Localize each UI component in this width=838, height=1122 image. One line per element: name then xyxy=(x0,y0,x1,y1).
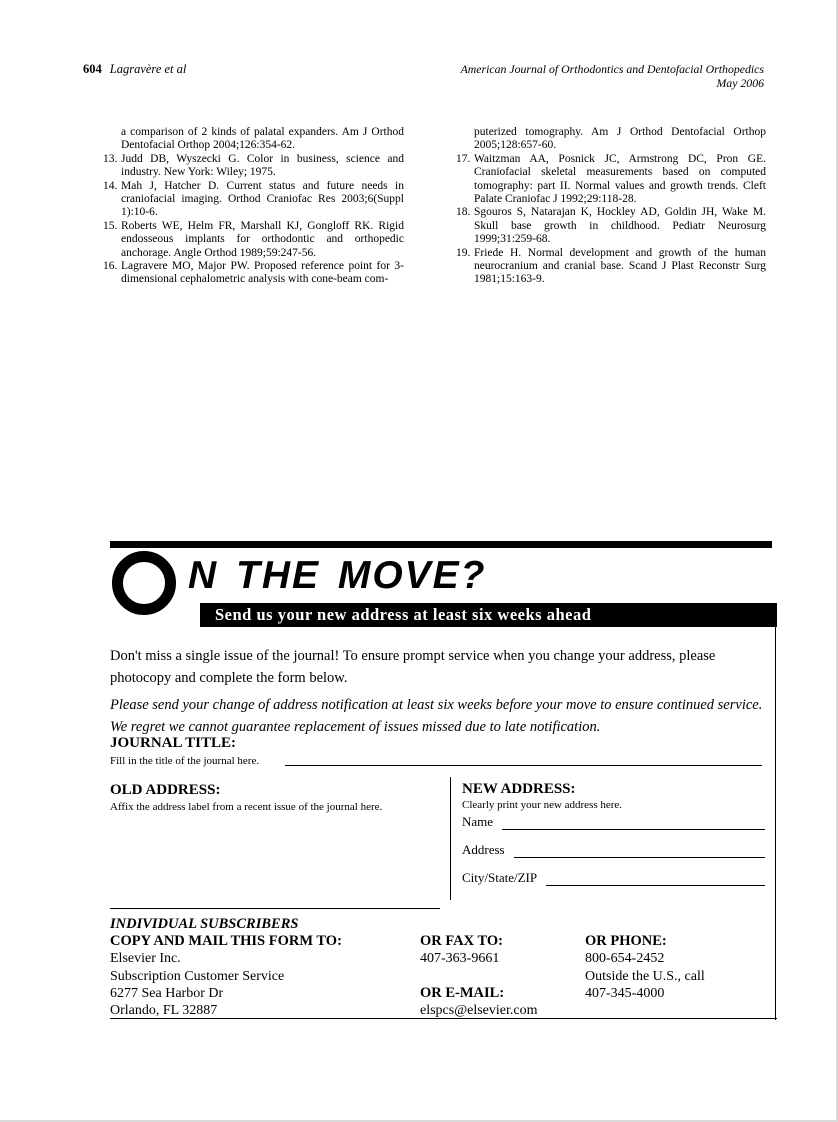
ref-text: puterized tomography. Am J Orthod Dentofacial Orthop 2005;128:657-60. xyxy=(474,126,766,152)
journal-title-write-line xyxy=(285,752,762,766)
fax-heading: OR FAX TO: xyxy=(420,933,503,949)
page-number: 604 xyxy=(83,62,102,76)
ref-text: Waitzman AA, Posnick JC, Armstrong DC, Pron GE. Craniofacial skeletal measurements based on computed tomography: part II. Normal values and growth trends. Cleft Palate Craniofac J 1992;29:118-28. xyxy=(474,152,766,206)
name-write-line xyxy=(502,814,765,830)
reference-item xyxy=(103,180,404,220)
mail-address-line: Elsevier Inc. xyxy=(110,951,181,967)
intro-paragraph: Don't miss a single issue of the journal! To ensure prompt service when you change your address, please photocopy and complete the form below. xyxy=(110,648,716,686)
ref-number xyxy=(103,126,121,153)
journal-title-hint: Fill in the title of the journal here. xyxy=(110,755,260,767)
mail-address-line: Orlando, FL 32887 xyxy=(110,1003,218,1019)
fax-column xyxy=(420,933,503,968)
authors: Lagravère et al xyxy=(109,62,187,76)
phone-line: 407-345-4000 xyxy=(585,985,665,1001)
ref-text: Judd DB, Wyszecki G. Color in business, science and industry. New York: Wiley; 1975. xyxy=(121,152,404,179)
email-column xyxy=(420,985,537,1020)
headline: N THE MOVE? xyxy=(188,554,487,597)
phone-heading: OR PHONE: xyxy=(585,933,667,949)
issue-date: May 2006 xyxy=(716,76,764,90)
mail-to-heading: COPY AND MAIL THIS FORM TO: xyxy=(110,933,342,949)
references-left-column xyxy=(103,126,404,287)
subscribers-divider xyxy=(110,908,440,909)
address-label: Address xyxy=(462,842,505,857)
city-state-zip-write-line xyxy=(546,870,765,886)
new-address-hint: Clearly print your new address here. xyxy=(462,799,623,811)
ref-text: a comparison of 2 kinds of palatal expanders. Am J Orthod Dentofacial Orthop 2004;126:354-62. xyxy=(121,126,404,152)
reference-item xyxy=(103,220,404,260)
running-header-left xyxy=(83,62,186,77)
reference-item xyxy=(103,153,404,180)
address-field-row xyxy=(462,842,765,858)
running-header-right xyxy=(461,62,764,90)
address-write-line xyxy=(514,842,765,858)
subscribers-heading: INDIVIDUAL SUBSCRIBERS xyxy=(110,916,299,932)
fax-number: 407-363-9661 xyxy=(420,951,500,967)
form-top-bar xyxy=(110,541,772,548)
name-field-row xyxy=(462,814,765,830)
notice-paragraph: Please send your change of address notification at least six weeks before your move to ensure continued service. We regret we cannot guarantee replacement of issues missed due to late notification. xyxy=(110,697,763,735)
old-address-label: OLD ADDRESS: xyxy=(110,782,221,798)
mail-to-column xyxy=(110,933,342,1019)
mail-address-line: Subscription Customer Service xyxy=(110,968,285,984)
reference-item xyxy=(456,153,766,207)
mail-address-line: 6277 Sea Harbor Dr xyxy=(110,985,224,1001)
ref-number: 17. xyxy=(456,152,471,165)
form-bottom-border xyxy=(110,1018,777,1019)
journal-title: American Journal of Orthodontics and Dentofacial Orthopedics xyxy=(460,62,764,76)
new-address-divider xyxy=(450,777,451,900)
letter-o-graphic xyxy=(112,551,176,615)
ref-number: 18. xyxy=(456,206,471,219)
phone-line: Outside the U.S., call xyxy=(585,968,705,984)
ref-number xyxy=(456,126,474,153)
reference-item xyxy=(103,260,404,287)
reference-item xyxy=(456,247,766,287)
email-heading: OR E-MAIL: xyxy=(420,985,505,1001)
phone-line: 800-654-2452 xyxy=(585,951,665,967)
email-address: elspcs@elsevier.com xyxy=(420,1003,538,1019)
phone-column xyxy=(585,933,705,1002)
city-state-zip-label: City/State/ZIP xyxy=(462,870,538,885)
city-state-zip-field-row xyxy=(462,870,765,886)
ref-number: 14. xyxy=(103,179,118,192)
letter-o-text xyxy=(123,562,124,563)
ref-text: Sgouros S, Natarajan K, Hockley AD, Goldin JH, Wake M. Skull base growth in childhood. Pediatr Neurosurg 1999;31:259-68. xyxy=(474,206,766,246)
journal-title-label: JOURNAL TITLE: xyxy=(110,735,237,751)
reference-item xyxy=(456,206,766,246)
ref-number: 19. xyxy=(456,246,471,259)
reference-item xyxy=(103,126,404,153)
reference-item xyxy=(456,126,766,153)
old-address-hint: Affix the address label from a recent issue of the journal here. xyxy=(110,801,383,813)
ref-number: 16. xyxy=(103,260,118,273)
address-banner: Send us your new address at least six weeks ahead xyxy=(200,603,777,627)
ref-number: 13. xyxy=(103,152,118,165)
ref-number: 15. xyxy=(103,219,118,232)
ref-text: Roberts WE, Helm FR, Marshall KJ, Gongloff RK. Rigid endosseous implants for orthodontic and orthopedic anchorage. Angle Orthod 1989;59:247-56. xyxy=(121,219,404,259)
form-right-border xyxy=(775,627,776,1020)
ref-text: Lagravere MO, Major PW. Proposed reference point for 3-dimensional cephalometric analysis with cone-beam com- xyxy=(121,260,404,286)
ref-text: Friede H. Normal development and growth of the human neurocranium and cranial base. Scand J Plast Reconstr Surg 1981;15:163-9. xyxy=(474,246,766,286)
references-right-column xyxy=(456,126,766,287)
name-label: Name xyxy=(462,814,494,829)
ref-text: Mah J, Hatcher D. Current status and future needs in craniofacial imaging. Orthod Craniofac Res 2003;6(Suppl 1):10-6. xyxy=(121,179,404,219)
new-address-label: NEW ADDRESS: xyxy=(462,781,576,797)
